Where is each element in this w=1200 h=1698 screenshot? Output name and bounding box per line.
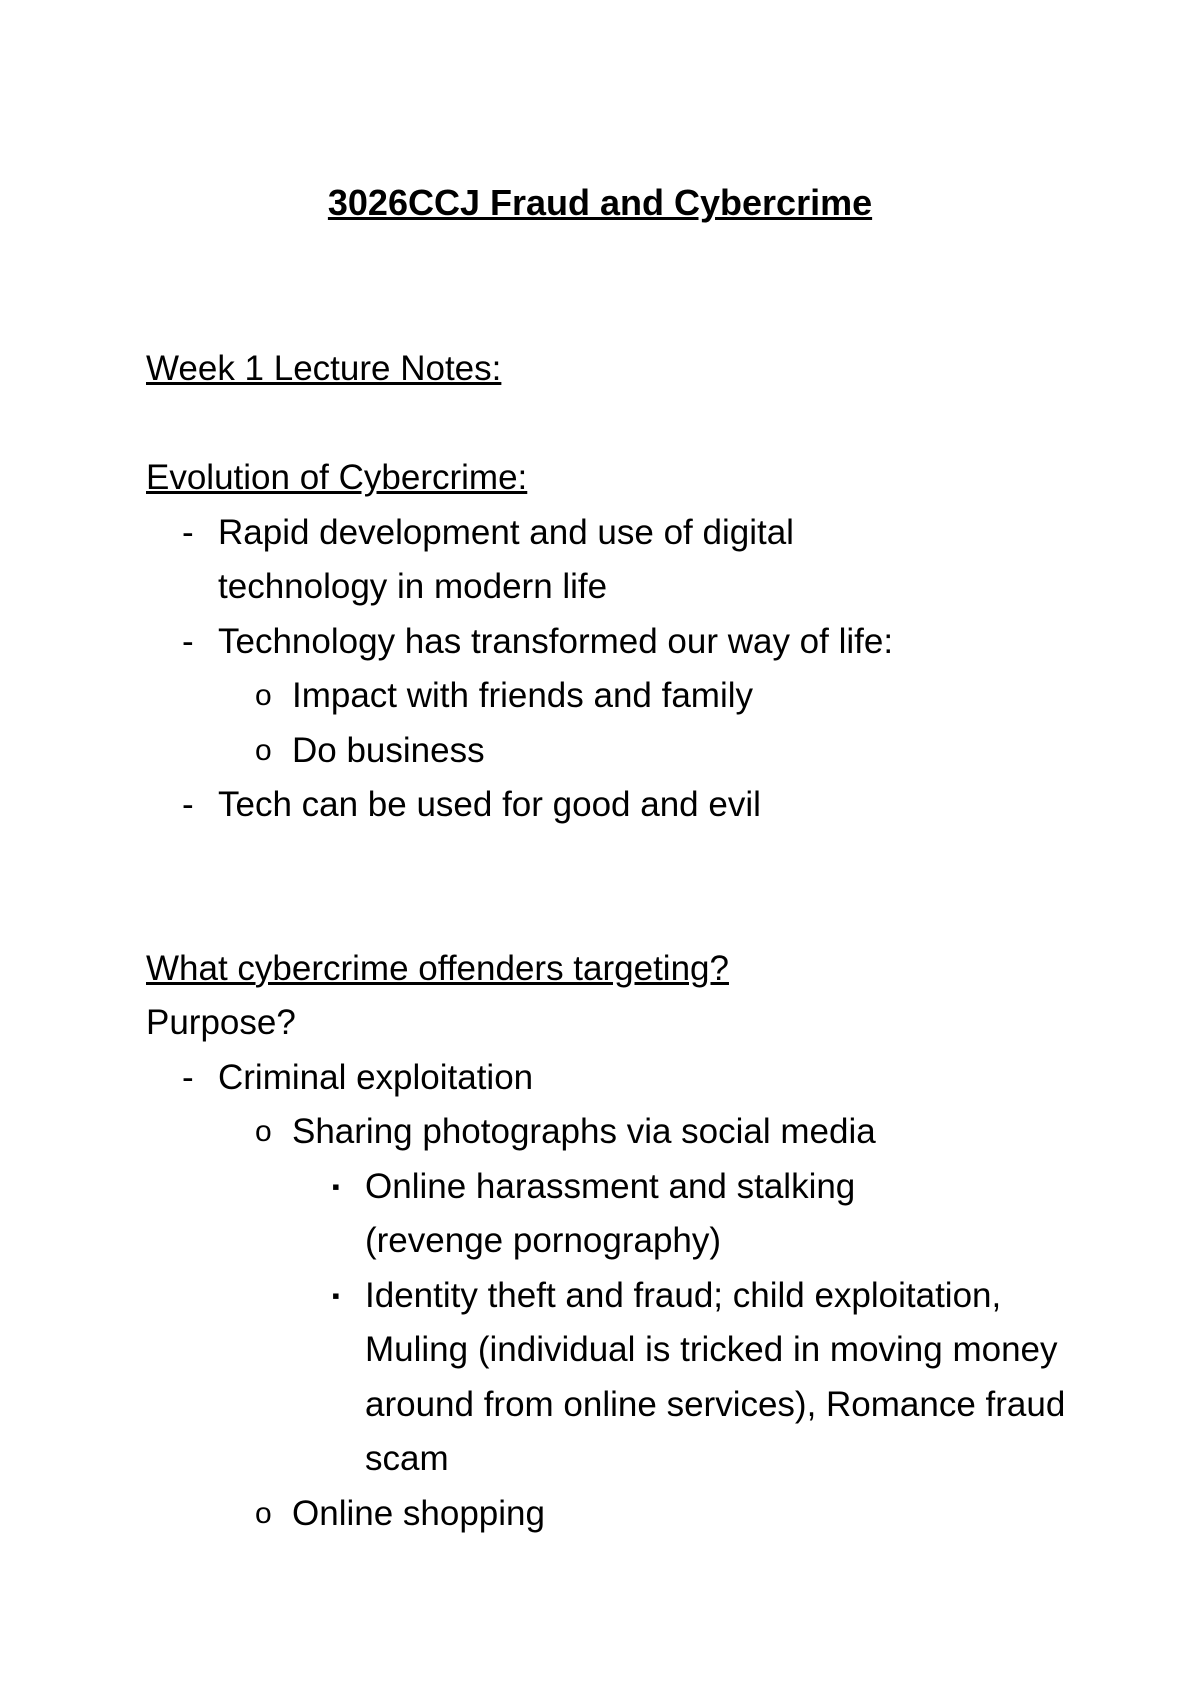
list-item [146,1051,1106,1106]
list-item [146,778,1106,833]
document-body [146,342,1106,1541]
list-item [146,615,1106,670]
list-item-text: Criminal exploitation [218,1057,534,1097]
list-item [146,724,1106,779]
list-item-text: Impact with friends and family [292,676,754,715]
list-item-text: Online shopping [292,1493,545,1533]
document-title: 3026CCJ Fraud and Cybercrime [327,182,873,223]
circle-bullet: o [255,1496,272,1530]
circle-bullet: o [255,679,272,712]
list-item-text: Technology has transformed our way of life: [218,621,894,661]
circle-bullet: o [255,733,272,767]
list-item [146,1487,1106,1542]
week-heading: Week 1 Lecture Notes: [146,349,502,388]
list-item [146,1269,1106,1487]
list-item [146,1160,1106,1269]
list-item [146,669,1106,724]
circle-bullet: o [255,1115,272,1148]
dash-bullet: - [182,785,194,824]
spacer [146,833,1106,942]
list-item-text: Rapid development and use of digital technology in modern life [218,512,794,606]
list-item-text: Online harassment and stalking (revenge pornography) [365,1166,856,1260]
list-item [146,506,1106,615]
list-item-text: Tech can be used for good and evil [218,785,761,824]
dash-bullet: - [182,621,194,661]
section-heading-evolution: Evolution of Cybercrime: [146,458,528,497]
spacer [146,397,1106,452]
section-subheading: Purpose? [146,1003,296,1042]
dash-bullet: - [182,1057,194,1097]
list-item-text: Sharing photographs via social media [292,1112,876,1151]
list-item [146,1105,1106,1160]
square-bullet: ▪ [332,1282,340,1308]
dash-bullet: - [182,512,194,552]
list-item-text: Do business [292,730,485,770]
section-heading-targeting: What cybercrime offenders targeting? [146,948,729,988]
list-item-text: Identity theft and fraud; child exploitation, Muling (individual is tricked in moving money around from online services), Romance fraud scam [365,1275,1066,1478]
square-bullet: ▪ [332,1173,340,1199]
